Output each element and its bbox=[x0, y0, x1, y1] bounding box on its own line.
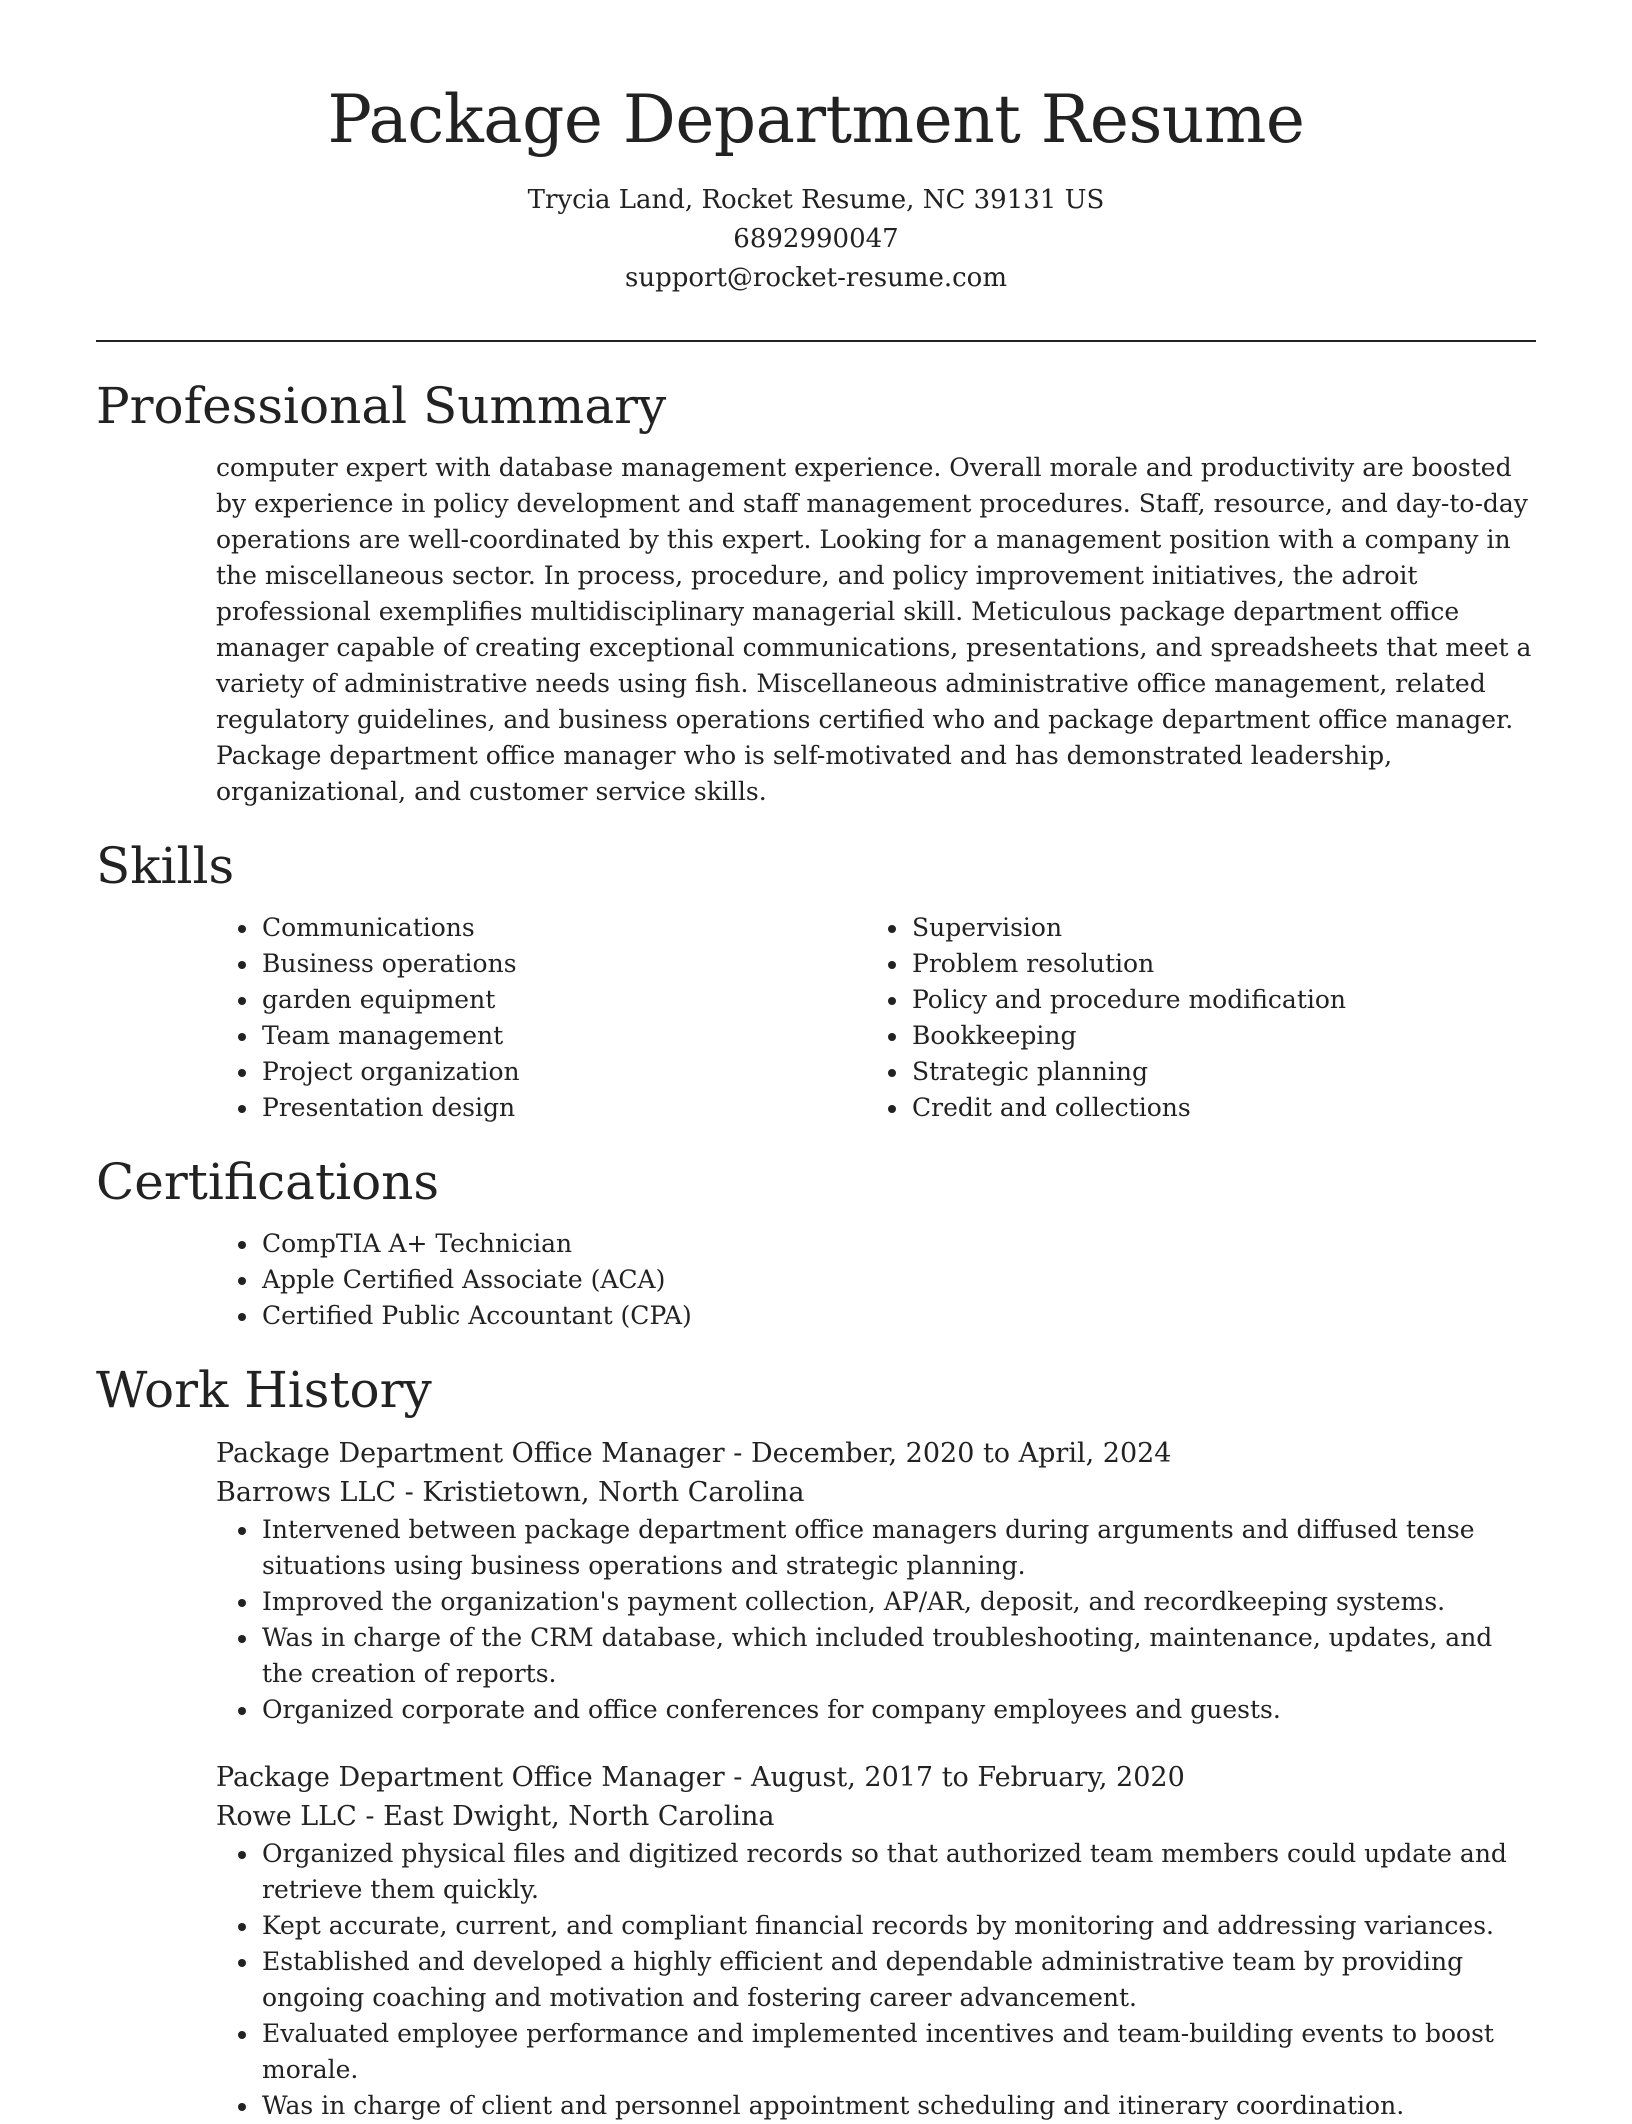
skill-item: • Business operations bbox=[260, 946, 866, 982]
job-entry bbox=[216, 1434, 1536, 1728]
contact-address: Trycia Land, Rocket Resume, NC 39131 US bbox=[527, 185, 1105, 216]
header-divider bbox=[96, 340, 1536, 342]
skill-item: • garden equipment bbox=[260, 982, 866, 1018]
certifications-heading: Certifications bbox=[96, 1153, 440, 1212]
certifications-list bbox=[216, 1226, 1536, 1334]
job-title-line: Package Department Office Manager - December, 2020 to April, 2024 bbox=[216, 1438, 1172, 1470]
job-title-line: Package Department Office Manager - August, 2017 to February, 2020 bbox=[216, 1762, 1185, 1794]
job-bullet: • Organized corporate and office conferences for company employees and guests. bbox=[260, 1692, 1536, 1728]
skills-column-right bbox=[866, 910, 1516, 1126]
skill-item: • Credit and collections bbox=[910, 1090, 1516, 1126]
job-bullet: • Established and developed a highly efficient and dependable administrative team by providing ongoing coaching and motivation and fostering career advancement. bbox=[260, 1944, 1536, 2016]
skill-item: • Supervision bbox=[910, 910, 1516, 946]
summary-heading: Professional Summary bbox=[96, 377, 667, 436]
contact-email: support@rocket-resume.com bbox=[624, 263, 1007, 294]
certifications-section bbox=[96, 1152, 1536, 1334]
skill-item: • Presentation design bbox=[260, 1090, 866, 1126]
skill-item: • Communications bbox=[260, 910, 866, 946]
job-bullets bbox=[216, 1836, 1536, 2124]
skills-section bbox=[96, 836, 1536, 1126]
job-bullet: • Was in charge of client and personnel appointment scheduling and itinerary coordination. bbox=[260, 2088, 1536, 2124]
resume-header bbox=[96, 0, 1536, 298]
skills-grid bbox=[216, 910, 1536, 1126]
skill-item: • Policy and procedure modification bbox=[910, 982, 1516, 1018]
skill-item: • Problem resolution bbox=[910, 946, 1516, 982]
work-history-heading: Work History bbox=[96, 1361, 432, 1420]
summary-section bbox=[96, 376, 1536, 810]
job-bullet: • Was in charge of the CRM database, which included troubleshooting, maintenance, updates, and the creation of reports. bbox=[260, 1620, 1536, 1692]
contact-phone: 6892990047 bbox=[733, 224, 899, 255]
certification-item: • CompTIA A+ Technician bbox=[260, 1226, 1536, 1262]
skill-item: • Team management bbox=[260, 1018, 866, 1054]
summary-text: computer expert with database management experience. Overall morale and productivity are boosted by experience in policy development and staff management procedures. Staff, resource, and day-to-day operations are well-coordinated by this expert. Looking for a management position with a company in the miscellaneous sector. In process, procedure, and policy improvement initiatives, the adroit professional exemplifies multidisciplinary managerial skill. Meticulous package department office manager capable of creating exceptional communications, presentations, and spreadsheets that meet a variety of administrative needs using fish. Miscellaneous administrative office management, related regulatory guidelines, and business operations certified who and package department office manager. Package department office manager who is self-motivated and has demonstrated leadership, organizational, and customer service skills. bbox=[216, 453, 1532, 807]
page-title: Package Department Resume bbox=[327, 81, 1305, 158]
job-bullet: • Organized physical files and digitized records so that authorized team members could update and retrieve them quickly. bbox=[260, 1836, 1536, 1908]
job-bullet: • Kept accurate, current, and compliant financial records by monitoring and addressing variances. bbox=[260, 1908, 1536, 1944]
job-bullet: • Intervened between package department office managers during arguments and diffused tense situations using business operations and strategic planning. bbox=[260, 1512, 1536, 1584]
job-bullet: • Improved the organization's payment collection, AP/AR, deposit, and recordkeeping systems. bbox=[260, 1584, 1536, 1620]
job-company-line: Barrows LLC - Kristietown, North Carolina bbox=[216, 1477, 805, 1509]
job-bullets bbox=[216, 1512, 1536, 1728]
work-history-section bbox=[96, 1360, 1536, 2124]
job-entry bbox=[216, 1758, 1536, 2124]
skills-heading: Skills bbox=[96, 837, 235, 896]
skill-item: • Strategic planning bbox=[910, 1054, 1516, 1090]
certification-item: • Certified Public Accountant (CPA) bbox=[260, 1298, 1536, 1334]
skills-column-left bbox=[216, 910, 866, 1126]
job-company-line: Rowe LLC - East Dwight, North Carolina bbox=[216, 1801, 775, 1833]
job-bullet: • Evaluated employee performance and implemented incentives and team-building events to boost morale. bbox=[260, 2016, 1536, 2088]
skill-item: • Project organization bbox=[260, 1054, 866, 1090]
skill-item: • Bookkeeping bbox=[910, 1018, 1516, 1054]
certification-item: • Apple Certified Associate (ACA) bbox=[260, 1262, 1536, 1298]
